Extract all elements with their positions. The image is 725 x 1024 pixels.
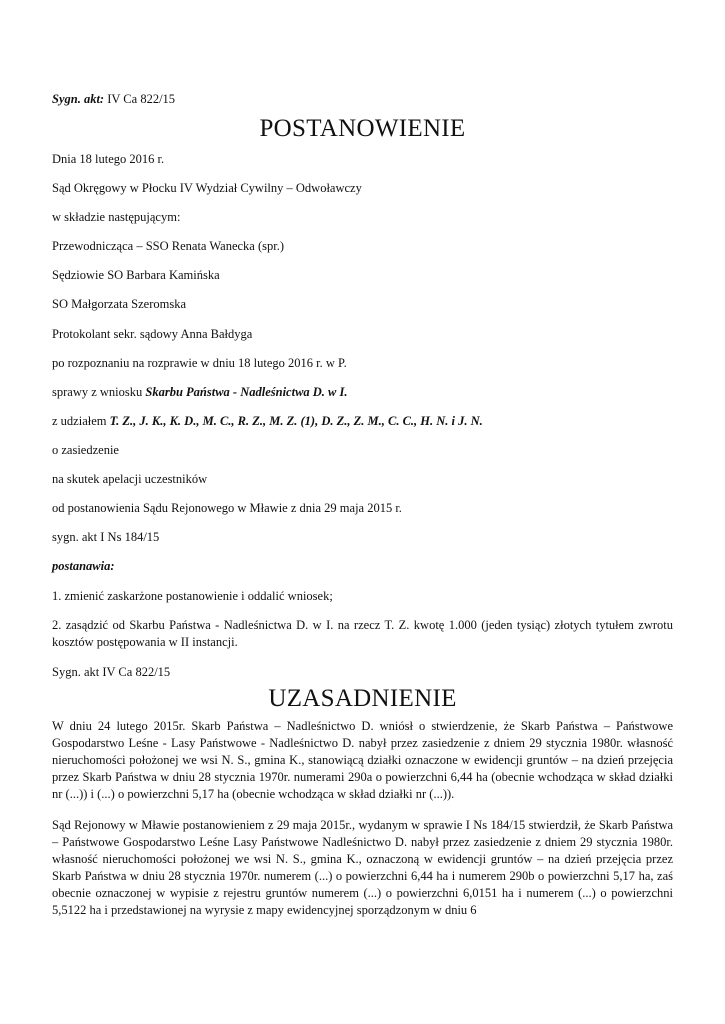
chair-line: Przewodnicząca – SSO Renata Wanecka (spr.) [52,239,285,253]
decides-line: postanawia: [52,559,115,573]
court-line: Sąd Okręgowy w Płocku IV Wydział Cywilny – Odwoławczy [52,181,362,195]
appeal-line: na skutek apelacji uczestników [52,472,208,486]
subject-line: o zasiedzenie [52,443,119,457]
justification-title: UZASADNIENIE [268,685,457,712]
case-party: Skarbu Państwa - Nadleśnictwa D. w I. [145,385,348,399]
judge2-line: SO Małgorzata Szeromska [52,297,186,311]
participants-prefix: z udziałem [52,414,110,428]
case-line [52,384,348,401]
point-2: 2. zasądzić od Skarbu Państwa - Nadleśnictwa D. w I. na rzecz T. Z. kwotę 1.000 (jeden tysiąc) złotych tytułem zwrotu kosztów postępowania w II instancji. [52,618,673,649]
date-line: Dnia 18 lutego 2016 r. [52,152,165,166]
second-signature-line: Sygn. akt IV Ca 822/15 [52,665,171,679]
participants-names: T. Z., J. K., K. D., M. C., R. Z., M. Z. (1), D. Z., Z. M., C. C., H. N. i J. N. [109,414,483,428]
case-signature [52,91,175,108]
case-signature-label: Sygn. akt: [52,92,105,106]
document-page [52,0,673,1024]
point-1: 1. zmienić zaskarżone postanowienie i oddalić wniosek; [52,589,333,603]
lower-signature-line: sygn. akt I Ns 184/15 [52,530,160,544]
hearing-line: po rozpoznaniu na rozprawie w dniu 18 lutego 2016 r. w P. [52,356,347,370]
judges-line: Sędziowie SO Barbara Kamińska [52,268,220,282]
clerk-line: Protokolant sekr. sądowy Anna Bałdyga [52,327,253,341]
participants-line [52,413,483,430]
document-title: POSTANOWIENIE [259,115,466,142]
from-decision-line: od postanowienia Sądu Rejonowego w Mławie z dnia 29 maja 2015 r. [52,501,402,515]
case-line-prefix: sprawy z wniosku [52,385,146,399]
case-signature-value: IV Ca 822/15 [107,92,176,106]
justification-paragraph-1: W dniu 24 lutego 2015r. Skarb Państwa – Nadleśnictwo D. wniósł o stwierdzenie, że Skarb Państwa – Państwowe Gospodarstwo Leśne - Lasy Państwowe - Nadleśnictwo D. nabył przez zasiedzenie z dniem 29 stycznia 1980r. własność nieruchomości położonej we wsi N. S., gmina K., stanowiącą działki oznaczone w ewidencji gruntów – na dzień przejęcia przez Skarb Państwa w dniu 28 stycznia 1970r. numerami 290a o powierzchni 6,44 ha (obecnie wchodząca w skład działki nr (...)) i (...) o powierzchni 5,17 ha (obecnie wchodząca w skład działki nr (...)). [52,719,673,801]
composition-line: w składzie następującym: [52,210,181,224]
justification-paragraph-2: Sąd Rejonowy w Mławie postanowieniem z 29 maja 2015r., wydanym w sprawie I Ns 184/15 stwierdził, że Skarb Państwa – Państwowe Gospodarstwo Leśne Lasy Państwowe Nadleśnictwo D. nabył przez zasiedzenie z dniem 29 stycznia 1980r. własność nieruchomości położonej we wsi N. S., gmina K., oznaczoną w ewidencji gruntów – na dzień przejęcia przez Skarb Państwa w dniu 28 stycznia 1970r. numerem (...) o powierzchni 6,44 ha i numerem 290b o powierzchni 5,17 ha, zaś obecnie oznaczonej w wypisie z rejestru gruntów numerem (...) o powierzchni 6,0151 ha i numerem (...) o powierzchni 5,5122 ha i przedstawionej na wyrysie z mapy ewidencyjnej sporządzonym w dniu 6 [52,818,673,917]
